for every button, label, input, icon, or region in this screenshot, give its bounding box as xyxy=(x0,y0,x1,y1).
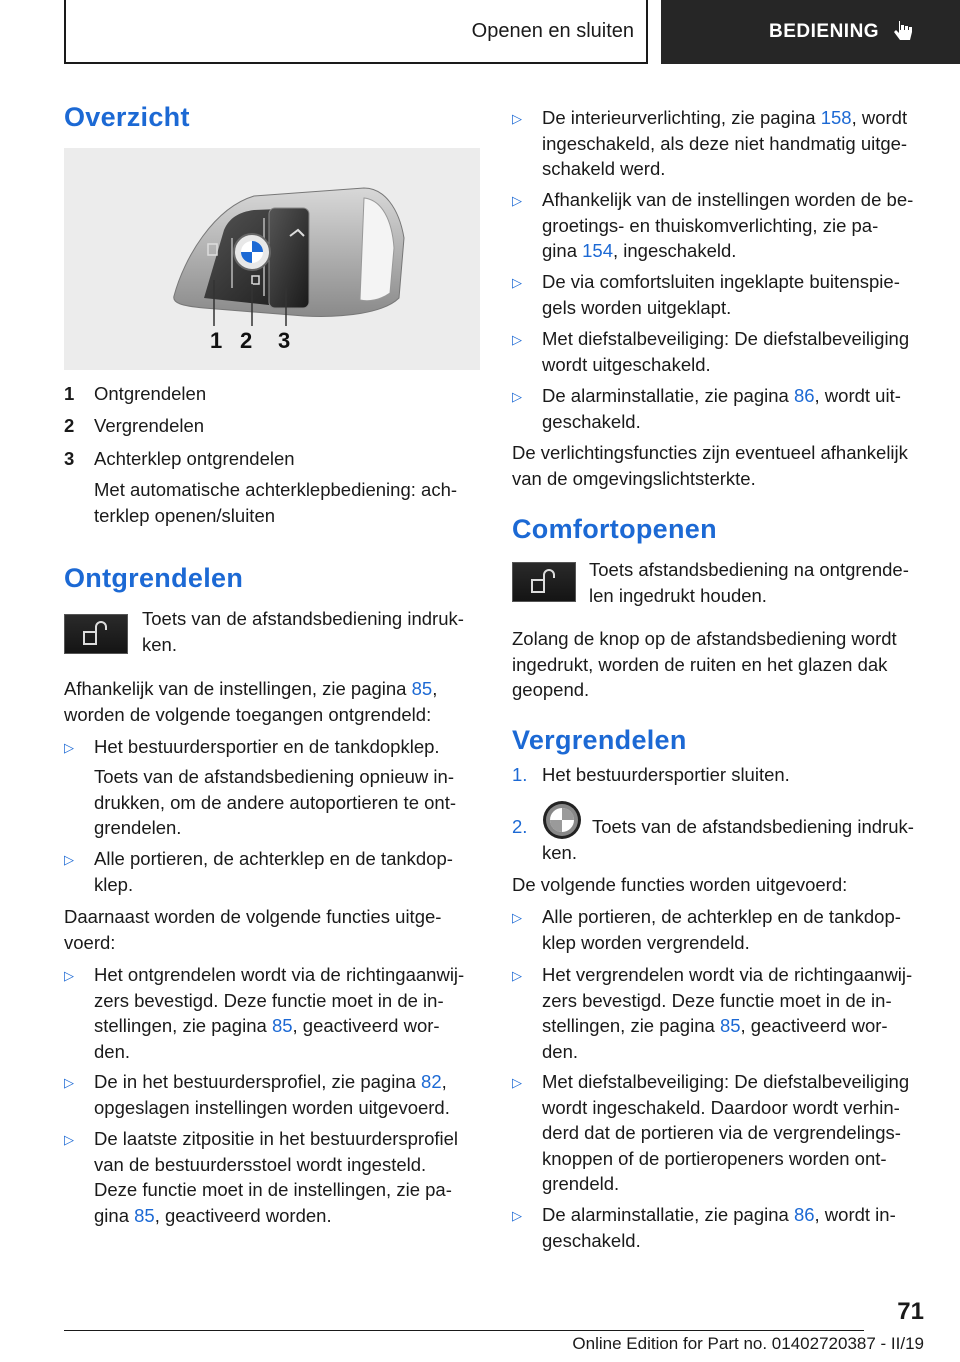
text-line: van de omgevingslichtsterkte. xyxy=(512,467,756,489)
volgende-paragraph: De volgende functies worden uitgevoerd: xyxy=(512,874,848,895)
b1-extra xyxy=(94,764,456,841)
text-span: Afhankelijk van de instellingen, zie pagina xyxy=(64,678,412,699)
bullet-triangle-icon: ▷ xyxy=(64,852,74,867)
step-text: ken. xyxy=(542,842,577,863)
verlichting-paragraph xyxy=(512,440,908,491)
text-line: klep. xyxy=(94,873,134,895)
legend-text: Vergrendelen xyxy=(94,415,205,436)
text-span: gina xyxy=(94,1204,135,1226)
text-line: Deze functie moet in de instellingen, zie pa- xyxy=(94,1179,452,1200)
bullet-triangle-icon: ▷ xyxy=(512,332,522,347)
text-line: geschakeld. xyxy=(542,410,641,432)
legend-num: 1 xyxy=(64,383,75,404)
text-line: worden de volgende toegangen ontgrendeld: xyxy=(64,703,432,725)
text-span: , wordt uit- xyxy=(814,385,901,406)
text-span: stellingen, zie pagina xyxy=(542,1015,720,1036)
text-line: wordt uitgeschakeld. xyxy=(542,353,711,375)
footer-edition: Online Edition for Part no. 01402720387 - II/19 xyxy=(572,1334,924,1353)
text-span: , geactiveerd worden. xyxy=(154,1204,332,1226)
page-link[interactable]: 85 xyxy=(271,1015,293,1036)
text-line: groetings- en thuiskomverlichting, zie pa- xyxy=(542,214,879,236)
bullet-triangle-icon: ▷ xyxy=(512,389,522,404)
overzicht-title: Overzicht xyxy=(64,102,190,132)
page-link[interactable]: 86 xyxy=(793,385,815,406)
header-section xyxy=(64,0,648,64)
text-line: drukken, om de andere autoportieren te ont- xyxy=(94,791,457,813)
legend-text: Ontgrendelen xyxy=(94,383,207,404)
text-span: , geactiveerd wor- xyxy=(292,1015,440,1036)
key-fob-figure xyxy=(64,148,480,370)
legend-num: 3 xyxy=(64,448,75,469)
text-line: Toets afstandsbediening na ontgrende- xyxy=(589,559,909,580)
text-line: Alle portieren, de achterklep en de tankdop- xyxy=(94,848,453,869)
text-span: , xyxy=(432,678,438,699)
text-span: De alarminstallatie, zie pagina xyxy=(542,385,794,406)
header-section-label: Openen en sluiten xyxy=(471,19,634,42)
list-text xyxy=(542,269,924,320)
text-line: De via comfortsluiten ingeklapte buitenspie- xyxy=(542,271,900,292)
page-link[interactable]: 85 xyxy=(719,1015,741,1036)
bmw-logo-icon xyxy=(542,800,582,840)
text-line: Met diefstalbeveiliging: De diefstalbeveiliging xyxy=(542,328,910,349)
ontgrendelen-key-text xyxy=(142,606,464,657)
legend-text: Achterklep ontgrendelen xyxy=(94,448,295,469)
step-text: Toets van de afstandsbediening indruk- xyxy=(592,816,914,837)
zolang-paragraph xyxy=(512,626,897,703)
text-span: , geactiveerd wor- xyxy=(740,1015,888,1036)
bullet-triangle-icon: ▷ xyxy=(512,968,522,983)
text-line: van de bestuurdersstoel wordt ingesteld. xyxy=(94,1153,427,1175)
list-text xyxy=(542,326,924,377)
step-text: Het bestuurdersportier sluiten. xyxy=(542,764,790,785)
text-line: wordt ingeschakeld. Daardoor wordt verhin- xyxy=(542,1096,900,1118)
ontgrendelen-title: Ontgrendelen xyxy=(64,563,244,593)
legend-num: 2 xyxy=(64,415,75,436)
key-fob-illustration xyxy=(64,148,480,370)
text-line: gels worden uitgeklapt. xyxy=(542,296,732,318)
list-text xyxy=(542,1202,924,1253)
step-num: 2. xyxy=(512,816,528,837)
text-line: Daarnaast worden de volgende functies uitge- xyxy=(64,906,442,927)
list-text xyxy=(94,846,480,897)
bullet-triangle-icon: ▷ xyxy=(512,1208,522,1223)
comfortopenen-title: Comfortopenen xyxy=(512,514,717,544)
text-line: Toets van de afstandsbediening indruk- xyxy=(142,608,464,629)
text-line: terklep openen/sluiten xyxy=(94,504,276,526)
legend3-extra xyxy=(94,477,457,528)
text-line: ken. xyxy=(142,633,177,655)
text-line: Met diefstalbeveiliging: De diefstalbeveiliging xyxy=(542,1071,910,1092)
text-line: Afhankelijk van de instellingen worden de be- xyxy=(542,189,914,210)
list-text xyxy=(542,904,924,955)
text-line: knoppen of de portieropeners worden ont- xyxy=(542,1147,887,1169)
page-link[interactable]: 158 xyxy=(820,107,852,128)
text-span: De interieurverlichting, zie pagina xyxy=(542,107,821,128)
text-line: grendelen. xyxy=(94,817,182,838)
text-line: Het vergrendelen wordt via de richtingaanwij- xyxy=(542,964,913,985)
text-line: klep worden vergrendeld. xyxy=(542,931,750,953)
text-line: grendeld. xyxy=(542,1173,620,1194)
page-link[interactable]: 85 xyxy=(134,1204,155,1226)
text-line: Toets van de afstandsbediening opnieuw in- xyxy=(94,766,454,787)
figure-label-3: 3 xyxy=(278,328,291,353)
text-span: , wordt xyxy=(851,107,908,128)
list-text xyxy=(542,105,924,182)
page-number: 71 xyxy=(897,1298,924,1325)
text-line: geopend. xyxy=(512,679,590,700)
text-line: den. xyxy=(542,1040,579,1062)
daarnaast-paragraph xyxy=(64,904,441,955)
text-line: zers bevestigd. Deze functie moet in de in- xyxy=(94,989,444,1011)
page-link[interactable]: 154 xyxy=(582,240,613,261)
list-text xyxy=(542,962,924,1064)
bullet-triangle-icon: ▷ xyxy=(64,740,74,755)
bullet-triangle-icon: ▷ xyxy=(512,1075,522,1090)
text-line: Alle portieren, de achterklep en de tankdop- xyxy=(542,906,901,927)
text-line: Het ontgrendelen wordt via de richtingaanwij- xyxy=(94,964,465,985)
header-chapter xyxy=(661,0,960,64)
pointing-hand-icon xyxy=(891,19,915,45)
list-text xyxy=(94,1069,480,1120)
text-span: , xyxy=(441,1071,447,1092)
text-line: De laatste zitpositie in het bestuurdersprofiel xyxy=(94,1128,459,1149)
text-line: Het bestuurdersportier en de tankdopklep. xyxy=(94,736,440,757)
text-line: schakeld werd. xyxy=(542,158,666,179)
list-text xyxy=(542,383,924,434)
text-span: stellingen, zie pagina xyxy=(94,1015,272,1036)
unlock-key-icon xyxy=(64,614,128,654)
text-line: len ingedrukt houden. xyxy=(589,584,767,606)
text-line: Met automatische achterklepbediening: ach- xyxy=(94,479,458,500)
comfort-key-text xyxy=(589,557,909,608)
text-line: derd dat de portieren via de vergrendelings- xyxy=(542,1122,901,1143)
text-line: Zolang de knop op de afstandsbediening wordt xyxy=(512,628,897,649)
text-span: , wordt in- xyxy=(814,1204,896,1225)
text-line: ingeschakeld, als deze niet handmatig uitge- xyxy=(542,132,908,154)
header-chapter-label: BEDIENING xyxy=(769,21,880,42)
figure-label-2: 2 xyxy=(240,328,253,353)
bullet-triangle-icon: ▷ xyxy=(64,1132,74,1147)
text-line: voerd: xyxy=(64,931,116,953)
list-text xyxy=(94,1126,480,1228)
list-text xyxy=(94,962,480,1064)
text-span: De in het bestuurdersprofiel, zie pagina xyxy=(94,1071,422,1092)
step-item xyxy=(512,814,924,866)
afhankelijk-paragraph xyxy=(64,676,437,727)
page-link[interactable]: 82 xyxy=(421,1071,442,1092)
bullet-triangle-icon: ▷ xyxy=(512,910,522,925)
text-line: geschakeld. xyxy=(542,1229,641,1251)
step-num: 1. xyxy=(512,764,528,785)
unlock-key-icon xyxy=(512,562,576,602)
text-span: , ingeschakeld. xyxy=(613,240,737,261)
text-span: De alarminstallatie, zie pagina xyxy=(542,1204,794,1225)
bullet-triangle-icon: ▷ xyxy=(64,968,74,983)
text-line: opgeslagen instellingen worden uitgevoerd. xyxy=(94,1096,450,1118)
text-line: De verlichtingsfuncties zijn eventueel afhankelijk xyxy=(512,442,908,463)
bullet-triangle-icon: ▷ xyxy=(512,275,522,290)
figure-label-1: 1 xyxy=(210,328,223,353)
page-link[interactable]: 86 xyxy=(793,1204,815,1225)
text-line: ingedrukt, worden de ruiten en het glazen dak xyxy=(512,653,888,675)
bullet-triangle-icon: ▷ xyxy=(512,111,522,126)
page-link[interactable]: 85 xyxy=(411,678,433,699)
text-span: gina xyxy=(542,240,583,261)
bullet-triangle-icon: ▷ xyxy=(512,193,522,208)
bullet-triangle-icon: ▷ xyxy=(64,1075,74,1090)
list-text xyxy=(542,1069,924,1197)
list-text xyxy=(542,187,924,264)
text-line: den. xyxy=(94,1040,131,1062)
text-line: zers bevestigd. Deze functie moet in de in- xyxy=(542,989,892,1011)
vergrendelen-title: Vergrendelen xyxy=(512,725,687,755)
